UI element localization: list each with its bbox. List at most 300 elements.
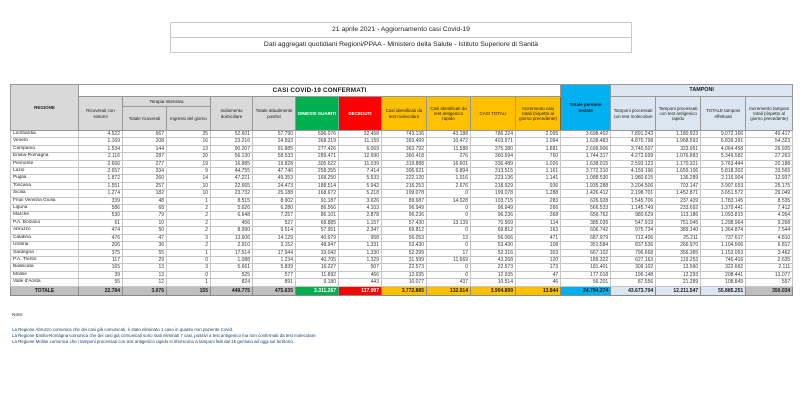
value-cell: 257 (123, 182, 167, 189)
region-name-cell: P.A. Bolzano (11, 219, 79, 226)
value-cell: 120 (516, 256, 561, 263)
table-body (11, 131, 793, 287)
region-name-cell: Liguria (11, 205, 79, 212)
value-cell: 5.942 (339, 182, 382, 189)
value-cell: 5.218 (339, 190, 382, 197)
value-cell: 16.227 (296, 264, 339, 271)
value-cell: 13 (123, 264, 167, 271)
value-cell: 1.379.441 (701, 205, 746, 212)
value-cell: 737.617 (701, 234, 746, 241)
value-cell: 266 (516, 205, 561, 212)
region-name-cell: Emilia-Romagna (11, 153, 79, 160)
column-header-deceduti: DECEDUTI (339, 97, 382, 131)
value-cell: 626.928 (561, 197, 611, 204)
value-cell: 1.093.815 (701, 212, 746, 219)
value-cell: 25 (167, 131, 211, 138)
value-cell: 1.169 (79, 138, 123, 145)
value-cell: 1.545.706 (611, 197, 656, 204)
value-cell: 58.533 (253, 153, 296, 160)
value-cell: 23.216 (211, 138, 253, 145)
value-cell: 22.573 (382, 264, 427, 271)
value-cell: 19.828 (253, 160, 296, 167)
table-row (11, 242, 793, 249)
value-cell: 2 (167, 227, 211, 234)
value-cell: 223.136 (471, 175, 516, 182)
value-cell: 91.187 (296, 197, 339, 204)
value-cell: 2 (167, 242, 211, 249)
value-cell: 96.949 (471, 205, 516, 212)
value-cell: 375.380 (471, 145, 516, 152)
value-cell: 39 (79, 271, 123, 278)
region-name-cell: Piemonte (11, 160, 79, 167)
column-header-tamponi-antigenico: Tamponi processati con test antigenico rapido (656, 97, 701, 131)
region-name-cell: Puglia (11, 175, 79, 182)
value-cell: 1.234 (253, 256, 296, 263)
value-cell: 1.872 (79, 175, 123, 182)
value-cell: 199.078 (382, 190, 427, 197)
value-cell: 57.790 (253, 131, 296, 138)
value-cell: 2.878 (339, 212, 382, 219)
value-cell: 260 (123, 175, 167, 182)
table-row (11, 219, 793, 226)
value-cell: 33.042 (296, 249, 339, 256)
value-cell: 4.810 (746, 234, 793, 241)
value-cell: 49.417 (746, 131, 793, 138)
table-row (11, 271, 793, 278)
value-cell: 96.236 (382, 212, 427, 219)
column-header-incremento-tamponi: Incremento tamponi totali (rispetto al giorno precedente) (746, 97, 793, 131)
value-cell: 1.935.288 (561, 182, 611, 189)
value-cell: 305.622 (296, 160, 339, 167)
value-cell: 20.188 (746, 160, 793, 167)
column-header-tamponi-totale: TOTALE tamponi effettuati (701, 97, 746, 131)
value-cell: 43.188 (427, 131, 471, 138)
value-cell: 751.045 (656, 219, 701, 226)
total-value-cell: 12.211.547 (656, 286, 701, 296)
table-row (11, 153, 793, 160)
value-cell: 113.186 (656, 212, 701, 219)
value-cell: 24.473 (253, 182, 296, 189)
column-header-persone-testate: Totale persone testate (561, 85, 611, 131)
value-cell: 177.018 (561, 271, 611, 278)
value-cell: 2.593.123 (611, 160, 656, 167)
value-cell: 13.139 (427, 219, 471, 226)
value-cell: 8.515 (211, 197, 253, 204)
value-cell: 47 (123, 234, 167, 241)
value-cell: 313.515 (471, 168, 516, 175)
table-row (11, 145, 793, 152)
value-cell: 4.159.196 (611, 168, 656, 175)
total-value-cell: 3.904.899 (471, 286, 516, 296)
value-cell: 3.772.310 (561, 168, 611, 175)
value-cell: 667 (123, 131, 167, 138)
value-cell: 437 (427, 279, 471, 286)
value-cell: 9 (167, 168, 211, 175)
column-header-dimessi-guariti: DIMESSI GUARITI (296, 97, 339, 131)
value-cell: 5.626 (211, 205, 253, 212)
value-cell: 36 (123, 242, 167, 249)
value-cell: 258.355 (296, 168, 339, 175)
value-cell: 1.329 (339, 256, 382, 263)
value-cell: 0 (167, 256, 211, 263)
value-cell: 403.971 (471, 138, 516, 145)
value-cell: 786.324 (471, 131, 516, 138)
table-row (11, 175, 793, 182)
value-cell: 3.698.402 (561, 131, 611, 138)
total-row-label: TOTALE (11, 286, 79, 296)
value-cell: 980.629 (611, 212, 656, 219)
table-row (11, 138, 793, 145)
value-cell: 5.818.302 (701, 168, 746, 175)
value-cell: 13 (427, 234, 471, 241)
value-cell: 2.635 (746, 256, 793, 263)
value-cell: 49.353 (253, 175, 296, 182)
value-cell: 9.072.166 (701, 131, 746, 138)
column-header-tamponi-molecolare: Tamponi processati con test molecolare (611, 97, 656, 131)
value-cell: 2 (167, 212, 211, 219)
region-name-cell: Sardegna (11, 249, 79, 256)
value-cell: 796.668 (611, 249, 656, 256)
region-name-cell: Lombardia (11, 131, 79, 138)
total-value-cell: 55.885.251 (701, 286, 746, 296)
value-cell: 11.039 (339, 160, 382, 167)
report-header (170, 22, 632, 53)
value-cell: 7.257 (253, 212, 296, 219)
region-name-cell: Veneto (11, 138, 79, 145)
value-cell: 2 (167, 205, 211, 212)
value-cell: 23.732 (211, 190, 253, 197)
value-cell: 1.783.145 (701, 197, 746, 204)
value-cell: 16.601 (427, 160, 471, 167)
value-cell: 181.401 (561, 264, 611, 271)
value-cell: 17 (427, 249, 471, 256)
value-cell: 0 (427, 212, 471, 219)
value-cell: 196.148 (611, 271, 656, 278)
value-cell: 456 (211, 219, 253, 226)
value-cell: 1.180.923 (656, 131, 701, 138)
value-cell: 17.514 (211, 249, 253, 256)
group-header-casi-confermati: CASI COVID-19 CONFERMATI (79, 85, 561, 97)
value-cell: 1.170.321 (656, 160, 701, 167)
value-cell: 1.153.053 (701, 249, 746, 256)
value-cell: 144 (123, 145, 167, 152)
value-cell: 16 (167, 138, 211, 145)
value-cell: 9.268 (746, 219, 793, 226)
value-cell: 10.472 (427, 138, 471, 145)
column-header-incremento-casi: Incremento casi totali (rispetto al giorno precedente) (516, 97, 561, 131)
value-cell: 53.430 (382, 242, 427, 249)
value-cell: 6.817 (746, 242, 793, 249)
value-cell: 476 (79, 234, 123, 241)
value-cell: 525 (211, 271, 253, 278)
value-cell: 1.298.964 (701, 219, 746, 226)
value-cell: 687.979 (561, 234, 611, 241)
column-header-ricoverati: Ricoverati con sintomi (79, 97, 123, 131)
value-cell: 547.919 (611, 219, 656, 226)
value-cell: 4.954 (746, 212, 793, 219)
value-cell: 3.763.444 (701, 160, 746, 167)
value-cell: 48 (123, 197, 167, 204)
value-cell: 22.665 (211, 182, 253, 189)
value-cell: 466 (339, 271, 382, 278)
value-cell: 746.416 (701, 256, 746, 263)
value-cell: 375 (79, 249, 123, 256)
value-cell: 360.418 (382, 153, 427, 160)
column-header-casi-antigenico: Casi identificati da test antigenico rapido (427, 97, 471, 131)
value-cell: 163 (516, 227, 561, 234)
value-cell: 1.426.412 (561, 190, 611, 197)
value-cell: 368 (516, 212, 561, 219)
table-row (11, 279, 793, 286)
value-cell: 21.289 (656, 279, 701, 286)
value-cell: 7.891.243 (611, 131, 656, 138)
value-cell: 283 (516, 197, 561, 204)
value-cell: 189.322 (561, 256, 611, 263)
value-cell: 306.621 (382, 168, 427, 175)
value-cell: 1.744.317 (561, 153, 611, 160)
region-name-cell: Marche (11, 212, 79, 219)
value-cell: 2.676 (427, 182, 471, 189)
value-cell: 760 (516, 153, 561, 160)
value-cell: 276 (427, 153, 471, 160)
value-cell: 168.672 (296, 190, 339, 197)
value-cell: 7.544 (746, 227, 793, 234)
value-cell: 46 (516, 279, 561, 286)
column-header-ti-ingressi: Ingressi del giorno (167, 107, 211, 131)
value-cell: 22.573 (471, 264, 516, 271)
value-cell: 47.746 (253, 168, 296, 175)
value-cell: 119.253 (656, 256, 701, 263)
value-cell: 2.657 (79, 168, 123, 175)
value-cell: 277 (123, 160, 167, 167)
value-cell: 136.289 (656, 175, 701, 182)
value-cell: 218.929 (471, 182, 516, 189)
value-cell: 385.039 (561, 219, 611, 226)
region-name-cell: Lazio (11, 168, 79, 175)
value-cell: 1.088 (211, 256, 253, 263)
value-cell: 577 (253, 271, 296, 278)
value-cell: 8.990 (211, 227, 253, 234)
value-cell: 1.161 (516, 168, 561, 175)
value-cell: 53.430 (471, 242, 516, 249)
value-cell: 2.111 (746, 264, 793, 271)
table-row (11, 190, 793, 197)
value-cell: 108.845 (701, 279, 746, 286)
value-cell: 2.095 (516, 131, 561, 138)
value-cell: 4.522 (79, 131, 123, 138)
note-line: La Regione Molise comunica che i tamponi processati con test antigenico rapido si riferiscono a tamponi fatti dal 15 gennaio ad oggi sul territorio. (12, 338, 294, 344)
total-value-cell: 132.014 (427, 286, 471, 296)
value-cell: 507 (339, 264, 382, 271)
value-cell: 68.885 (296, 219, 339, 226)
total-value-cell: 117.997 (339, 286, 382, 296)
region-name-cell: Campania (11, 145, 79, 152)
total-value-cell: 22.784 (79, 286, 123, 296)
value-cell: 56.066 (471, 234, 516, 241)
value-cell: 3 (167, 234, 211, 241)
value-cell: 474 (79, 227, 123, 234)
region-name-cell: Calabria (11, 234, 79, 241)
value-cell: 89.687 (382, 197, 427, 204)
value-cell: 1.638.483 (561, 138, 611, 145)
value-cell: 1.331 (339, 242, 382, 249)
value-cell: 55 (123, 249, 167, 256)
value-cell: 1.452.871 (656, 190, 701, 197)
value-cell: 2.116 (79, 153, 123, 160)
value-cell: 87.556 (611, 279, 656, 286)
value-cell: 1.968.593 (656, 138, 701, 145)
value-cell: 557 (746, 279, 793, 286)
value-cell: 0 (167, 271, 211, 278)
value-cell: 40.979 (296, 234, 339, 241)
value-cell: 936 (516, 182, 561, 189)
table-row (11, 264, 793, 271)
value-cell: 208.441 (701, 271, 746, 278)
value-cell: 339 (79, 197, 123, 204)
value-cell: 334 (123, 168, 167, 175)
value-cell: 29.049 (746, 190, 793, 197)
region-name-cell: Umbria (11, 242, 79, 249)
value-cell: 3 (167, 264, 211, 271)
value-cell: 31.599 (382, 256, 427, 263)
value-cell: 11.159 (339, 138, 382, 145)
value-cell: 206 (79, 242, 123, 249)
value-cell: 16.885 (211, 160, 253, 167)
value-cell: 389.140 (656, 227, 701, 234)
value-cell: 96.949 (382, 205, 427, 212)
value-cell: 24.593 (253, 138, 296, 145)
value-cell: 2.116.904 (701, 175, 746, 182)
value-cell: 27.263 (746, 153, 793, 160)
value-cell: 1.638.015 (561, 160, 611, 167)
value-cell: 3.204.506 (611, 182, 656, 189)
column-header-ti-totale: Totale ricoverati (123, 107, 167, 131)
value-cell: 32.458 (339, 131, 382, 138)
value-cell: 68 (123, 205, 167, 212)
value-cell: 351.584 (561, 242, 611, 249)
value-cell: 1.157 (339, 219, 382, 226)
value-cell: 6.280 (253, 205, 296, 212)
value-cell: 52.601 (211, 131, 253, 138)
notes-title: Note: (12, 313, 24, 318)
value-cell: 11.892 (296, 271, 339, 278)
value-cell: 0 (427, 264, 471, 271)
table-row (11, 182, 793, 189)
value-cell: 91.885 (253, 145, 296, 152)
value-cell: 743.136 (382, 131, 427, 138)
value-cell: 182 (123, 190, 167, 197)
value-cell: 336.489 (471, 160, 516, 167)
value-cell: 1.094 (516, 138, 561, 145)
region-name-cell: Abruzzo (11, 227, 79, 234)
value-cell: 237.439 (656, 197, 701, 204)
value-cell: 471 (516, 234, 561, 241)
value-cell: 696.076 (296, 131, 339, 138)
value-cell: 43.268 (471, 256, 516, 263)
value-cell: 824 (211, 279, 253, 286)
value-cell: 10 (167, 190, 211, 197)
value-cell: 6.648 (211, 212, 253, 219)
value-cell: 527 (253, 219, 296, 226)
value-cell: 1.534 (79, 145, 123, 152)
value-cell: 3.462 (746, 249, 793, 256)
value-cell: 48.947 (296, 242, 339, 249)
value-cell: 61 (79, 219, 123, 226)
value-cell: 975.734 (611, 227, 656, 234)
table-row (11, 131, 793, 138)
value-cell: 208 (123, 138, 167, 145)
value-cell: 360.694 (471, 153, 516, 160)
value-cell: 12.690 (339, 153, 382, 160)
value-cell: 13.606 (211, 234, 253, 241)
covid-data-table (10, 84, 793, 296)
value-cell: 289.471 (296, 153, 339, 160)
value-cell: 1.088.530 (561, 175, 611, 182)
value-cell: 356.385 (656, 249, 701, 256)
value-cell: 4.272.699 (611, 153, 656, 160)
value-cell: 0 (427, 227, 471, 234)
value-cell: 566.533 (561, 205, 611, 212)
value-cell: 5.661 (211, 264, 253, 271)
total-value-cell: 475.635 (253, 286, 296, 296)
region-name-cell: Molise (11, 271, 79, 278)
value-cell: 6.839.391 (701, 138, 746, 145)
value-cell: 1.330 (339, 249, 382, 256)
value-cell: 12.935 (382, 271, 427, 278)
note-line: La Regione Abruzzo comunica che dei casi già comunicati, è stato eliminato 1 caso in quanto non paziente Covid. (12, 327, 234, 332)
value-cell: 103.715 (471, 197, 516, 204)
report-date-line: 21 aprile 2021 - Aggiornamento casi Covid-19 (171, 23, 631, 38)
value-cell: 70.569 (471, 219, 516, 226)
table-row (11, 160, 793, 167)
value-cell: 2.347 (339, 227, 382, 234)
value-cell: 52.299 (382, 249, 427, 256)
table-total-foot (11, 286, 793, 296)
value-cell: 173 (516, 264, 561, 271)
value-cell: 0 (427, 242, 471, 249)
value-cell: 10 (123, 219, 167, 226)
group-header-tamponi: TAMPONI (611, 85, 793, 97)
value-cell: 656.762 (561, 212, 611, 219)
value-cell: 443 (339, 279, 382, 286)
total-row (11, 286, 793, 296)
value-cell: 165 (79, 264, 123, 271)
table-row (11, 256, 793, 263)
value-cell: 13 (167, 145, 211, 152)
region-name-cell: Toscana (11, 182, 79, 189)
value-cell: 56.201 (561, 279, 611, 286)
value-cell: 117 (79, 256, 123, 263)
region-name-cell: Valle d'Aosta (11, 279, 79, 286)
value-cell: 287 (123, 153, 167, 160)
value-cell: 2 (167, 219, 211, 226)
value-cell: 1 (167, 279, 211, 286)
value-cell: 606.742 (561, 227, 611, 234)
value-cell: 1.026 (516, 160, 561, 167)
value-cell: 10.077 (382, 279, 427, 286)
value-cell: 7.414 (339, 168, 382, 175)
value-cell: 319.888 (382, 160, 427, 167)
value-cell: 1.076.883 (656, 153, 701, 160)
value-cell: 199.078 (471, 190, 516, 197)
value-cell: 10.514 (471, 279, 516, 286)
value-cell: 1.364.874 (701, 227, 746, 234)
value-cell: 233.692 (656, 205, 701, 212)
value-cell: 57.951 (296, 227, 339, 234)
value-cell: 322.662 (701, 264, 746, 271)
region-name-cell: Basilicata (11, 264, 79, 271)
value-cell: 958 (339, 234, 382, 241)
